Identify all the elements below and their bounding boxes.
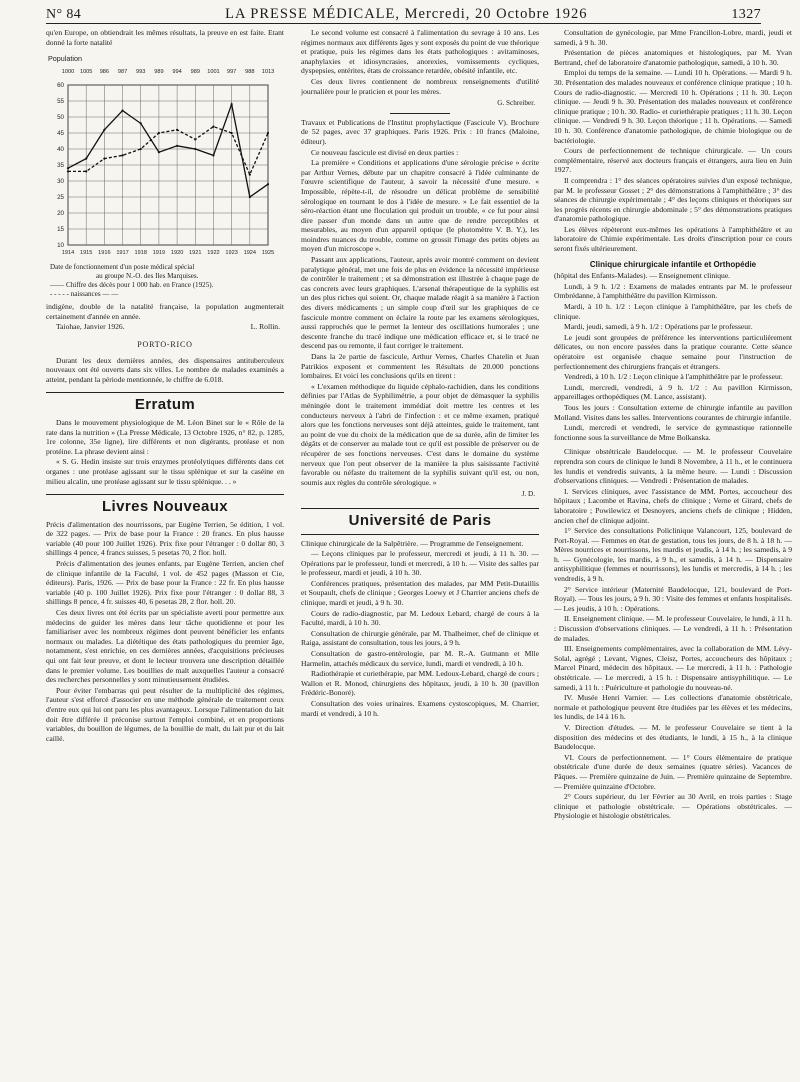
x-tick-label: 1921 bbox=[189, 250, 202, 257]
signature-name: L. Rollin. bbox=[250, 322, 280, 332]
population-label: 989 bbox=[190, 69, 200, 76]
salpetriere-para-1: — Leçons cliniques par le professeur, mercredi et jeudi, à 11 h. 30. — Opérations par le professeur, lundi et mercredi, à 10 h. — Visite des salles par le professeur, mardi et jeudi, à 10 h. 30. bbox=[301, 549, 539, 578]
column-3 bbox=[554, 28, 792, 1078]
divider bbox=[301, 534, 539, 535]
x-tick-label: 1922 bbox=[207, 250, 220, 257]
infantile-title: Clinique chirurgicale infantile et Orthopédie bbox=[589, 259, 757, 269]
divider bbox=[46, 392, 284, 393]
obstetricale-para-6: III. Enseignements complémentaires, avec la collaboration de MM. Lévy-Solal, agrégé ; Levant, Vignes, Cleisz, Portes, accoucheurs des hôpitaux ; Marcel Pinard, médecin des hôpitaux. — Le mercredi, à 11 h. : Pathologie obstétricale. — Le mercredi, à 15 h. : Dispensaire antisyphilitique. — Le samedi, à 11 h. : Puériculture et pathologie du nouveau-né. bbox=[554, 644, 792, 692]
review-para-2: Ces deux livres contiennent de nombreux renseignements d'utilité journalière pour le praticien et pour les mères. bbox=[301, 76, 539, 96]
point-décès bbox=[67, 167, 69, 169]
livres-nouveaux-title: Livres Nouveaux bbox=[101, 498, 229, 516]
page-number: N° 84 bbox=[46, 7, 82, 22]
population-label: 997 bbox=[226, 69, 237, 76]
travaux-title-para: Travaux et Publications de l'Institut prophylactique (Fascicule V). Brochure de 52 pages, avec 37 graphiques. Paris 1926. Prix : 10 francs (Maloine, éditeur). bbox=[301, 117, 539, 146]
salpetriere-title: Clinique chirurgicale de la Salpêtrière. — Programme de l'enseignement. bbox=[301, 538, 524, 548]
population-label: 989 bbox=[154, 69, 164, 76]
erratum-title: Erratum bbox=[134, 396, 196, 414]
infantile-para-4: Le jeudi sont groupées de préférence les interventions particulièrement délicates, ou non encore passées dans la pratique courante. Cette séance opératoire est organisée chaque semaine pour l'instruction de perfectionnement des chirurgiens français et étrangers. bbox=[554, 332, 792, 371]
point-naissances bbox=[267, 132, 269, 134]
column-1 bbox=[46, 28, 284, 1078]
chart-legend bbox=[46, 263, 284, 299]
salpetriere-para-2: Conférences pratiques, présentation des malades, par MM Petit-Dutaillis et Soupault, chefs de clinique ; Georges Loewy et J Charrier anciens chefs de clinique, mardi et jeudi, à 9 h. 30. bbox=[301, 578, 539, 608]
salpetriere-para-5: Consultation de gastro-entérologie, par M. R.-A. Gutmann et Mlle Harmelin, attachés médicaux du service, lundi, mardi et vendredi, à 10 h. bbox=[301, 649, 539, 668]
infantile-para-3: Mardi, jeudi, samedi, à 9 h. 1/2 : Opérations par le professeur. bbox=[564, 322, 753, 332]
y-tick-label: 55 bbox=[57, 98, 64, 106]
livres-para-1: Précis d'alimentation des nourrissons, par Eugène Terrien, 5e édition, 1 vol. de 322 pages. — Prix de base pour la France : 20 francs. En plus hausse variable (40 pour 100 Juillet 1926). Prix fixe pour l'étranger : 0 dollar 80, 3 shillings 4 pence, 4 francs suisses, 5 pesetas 70, 2 flor. holl. bbox=[46, 519, 284, 558]
y-tick-label: 45 bbox=[57, 130, 64, 138]
x-tick-label: 1916 bbox=[98, 250, 111, 257]
y-tick-label: 30 bbox=[57, 178, 64, 186]
livres-para-3: Ces deux livres ont été écrits par un spécialiste averti pour permettre aux médecins de guider les mères dans leur tâche quotidienne et pour les familiariser avec les nombreux régimes dont peuvent bénéficier les enfants normaux ou malades. La diététique des états pathologiques du premier âge, notamment, s'est enrichie, en ces dernières années, d'acquisitions précieuses qui ont fait leur preuve, et dont le lecteur trouvera une description détaillée dans le premier volume. Les bouillies de malt auxquelles l'auteur a consacré des recherches personnelles y sont minutieusement étudiées. bbox=[46, 608, 284, 685]
point-naissances bbox=[85, 170, 87, 172]
point-naissances bbox=[158, 132, 160, 134]
obstetricale-para-5: II. Enseignement clinique. — M. le professeur Couvelaire, le lundi, à 11 h. : Discussion d'observations cliniques. — Le vendredi, à 11 h. : Présentation de malades. bbox=[554, 614, 792, 643]
obstetricale-para-8: V. Direction d'études. — M. le professeur Couvelaire se tient à la disposition des médecins et des étudiants, le lundi, à 15 h., à la clinique Baudelocque. bbox=[554, 722, 792, 752]
x-tick-label: 1917 bbox=[116, 250, 129, 257]
legend-line-1: Date de fonctionnement d'un poste médical spécial bbox=[50, 263, 195, 272]
infantile-para-2: Mardi, à 10 h. 1/2 : Leçon clinique à l'amphithéâtre, par les chefs de clinique. bbox=[554, 302, 792, 321]
signature-jd: J. D. bbox=[521, 490, 535, 499]
col3-para-1: Consultation de gynécologie, par Mme Francillon-Lobre, mardi, jeudi et samedi, à 9 h. 30. bbox=[554, 28, 792, 47]
travaux-para-4: Passant aux applications, l'auteur, après avoir montré comment on devient paralytique général, met une fois de plus en évidence la nécessité impérieuse de contrôler le traitement ; et sa démonstration est illustrée à chaque page de cas concrets avec leurs graphiques. L'arsenal thérapeutique de la syphilis est un des plus riches qui soient. Or, chaque malade réagit à sa manière à l'action des divers médicaments ; un simple coup d'œil sur les graphiques de ce fascicule montre comment on éclaire la route par les examens sérologiques, aussi rapprochés que le permet la lenteur des oscillations humorales ; une descente franche du tracé indique une médication efficace et, si le tracé ne descend pas ou remonte, il faut corriger le traitement. bbox=[301, 255, 539, 351]
travaux-para-6: « L'examen méthodique du liquide céphalo-rachidien, dans les conditions définies par l'Atlas de Syphilimétrie, a pour objet de démasquer la syphilis méningée dont le traitement immédiat doit mettre les centres et les conducteurs nerveux à l'abri de l'infection : et ce même examen, pratiqué alors que les fonctions nerveuses sont déjà atteintes, guide le traitement, tant au point de vue du choix de la médication que de sa durée, afin de limiter les dégâts et de conserver au malade tout ce qu'il est possible de préserver ou de récupérer de ses fonctions nerveuses. C'est dans le domaine du système nerveux que l'on peut observer de la manière la plus saisissante l'activité favorable ou néfaste du traitement de la syphilis suivant qu'il est, ou non, soumis aux règles du contrôle sérologique. » bbox=[301, 381, 539, 487]
y-tick-label: 10 bbox=[57, 242, 64, 250]
obstetricale-para-7: IV. Musée Henri Varnier. — Les collections d'anatomie obstétricale, normale et pathologique peuvent être étudiées par les élèves et les médecins, les lundis, de 14 à 16 h. bbox=[554, 693, 792, 722]
point-décès bbox=[140, 122, 142, 124]
legend-line-2: au groupe N.-O. des Iles Marquises. bbox=[96, 272, 199, 281]
point-naissances bbox=[194, 138, 196, 140]
point-décès bbox=[85, 158, 87, 160]
y-tick-label: 40 bbox=[57, 146, 64, 154]
divider bbox=[46, 494, 284, 495]
porto-rico-title: PORTO-RICO bbox=[137, 339, 193, 349]
obstetricale-para-10: 2° Cours supérieur, du 1er Février au 30 Avril, en trois parties : Stage clinique et pathologie obstétricale. — Opérations obstétricales. — Physiologie et histologie obstétricales. bbox=[554, 792, 792, 821]
population-label: 986 bbox=[99, 69, 110, 76]
livres-para-2: Précis d'alimentation des jeunes enfants, par Eugène Terrien, ancien chef de clinique infantile de la Faculté, 1 vol. de 452 pages (Masson et Cie, éditeurs). Paris, 1926. — Prix de base pour la France : 22 fr. En plus hausse variable (40 p. 100 Juillet 1926). Prix fixe pour l'étranger : 0 dollar 88, 3 shillings 8 pence, 4 fr. suisses 40, 6 pesetas 28, 2 flor. holl. 20. bbox=[46, 559, 284, 607]
divider bbox=[390, 113, 450, 114]
x-tick-label: 1914 bbox=[61, 250, 75, 257]
population-label: 1000 bbox=[61, 69, 75, 76]
point-décès bbox=[176, 145, 178, 147]
x-tick-label: 1920 bbox=[170, 250, 184, 257]
population-label: 988 bbox=[245, 69, 255, 76]
x-tick-label: 1924 bbox=[243, 250, 257, 257]
population-chart bbox=[46, 51, 284, 299]
obstetricale-para-3: 1° Service des consultations Policlinique Valancourt, 125, boulevard de Port-Royal. — Femmes en état de gestation, tous les jours, de 8 h. à 18 h. — Mères nourrices et nourrissons, les mardis et jeudis, à 14 h. ; les samedis, à 9 h. — Gynécologie, les mardis, à 9 h., et samedis, à 14 h. — Dispensaire antisyphilitique (femmes et nourrissons), les lundis et mercredis, à 14 h. ; les vendredis, à 9 h. bbox=[554, 526, 792, 584]
point-décès bbox=[103, 129, 105, 131]
x-tick-label: 1923 bbox=[225, 250, 238, 257]
x-tick-label: 1918 bbox=[134, 250, 147, 257]
point-naissances bbox=[249, 174, 251, 176]
divider bbox=[301, 508, 539, 509]
col3-para-6: Les élèves répèteront eux-mêmes les opérations à l'amphithéâtre et au laboratoire de Chimie expérimentale. Les droits d'inscription pour ce cours seront fixés ultérieurement. bbox=[554, 224, 792, 254]
chart-svg bbox=[46, 51, 284, 261]
y-tick-label: 25 bbox=[57, 194, 64, 202]
folio: 1327 bbox=[731, 7, 761, 22]
travaux-para-3: La première « Conditions et applications d'une sérologie précise » écrite par Arthur Vernes, débute par un chapitre consacré à l'idée culminante de l'œuvre scientifique de l'auteur, à savoir la nécessité d'une mesure. « Impossible, répète-t-il, de résoudre un délicat problème de sensibilité sérologique en tournant le dos à l'idée de mesure. » Le fait essentiel de la séro-réaction étant une floculation qui produit un trouble, « ce fut pour ainsi dire passer d'un monde dans un autre que de rendre perceptibles et mesurables, au moyen d'un appareil optique (le photomètre V. B. Y.), les moindres nuances du trouble, comme on grossit l'image des petits objets au moyen d'un microscope ». bbox=[301, 158, 539, 254]
col3-para-5: Il comprendra : 1° des séances opératoires suivies d'un exposé technique, par M. le professeur Gosset ; 2° des démonstrations à l'amphithéâtre ; 3° des séances de chirurgie expérimentale ; 4° des leçons cliniques et théoriques sur les progrès récents en chirurgie abdominale ; 5° des démonstrations pratiques d'anatomie pathologique. bbox=[554, 175, 792, 224]
population-label: 1005 bbox=[79, 69, 93, 76]
salpetriere-para-7: Consultation des voies urinaires. Examens cystoscopiques, M. Charrier, mardi et vendredi, à 10 h. bbox=[301, 699, 539, 718]
point-décès bbox=[121, 110, 123, 112]
point-décès bbox=[249, 196, 251, 198]
infantile-para-6: Lundi, mercredi, vendredi, à 9 h. 1/2 : Au pavillon Kirmisson, appareillages orthopédiques (M. Lance, assistant). bbox=[554, 382, 792, 402]
point-décès bbox=[231, 103, 233, 105]
point-décès bbox=[158, 151, 160, 153]
col3-para-3: Emploi du temps de la semaine. — Lundi 10 h. Opérations. — Mardi 9 h. 30. Présentation des malades nouveaux et conférence clinique pratique ; 10 h. Cours de radio-diagnostic. — Mercredi 10 h. Opérations ; 11 h. 30. Leçon clinique. — Jeudi 9 h. 30. Présentation des malades nouveaux et conférence clinique pratique ; 10 h. 30. Radio- et curiethérapie pratiques ; 11 h. 30. Leçon clinique. — Vendredi 9 h. 30. Leçon théorique ; 11 h. Opérations. — Samedi 10 h. 30. Conférence d'anatomie pathologique, de chimie biologique ou de bactériologie. bbox=[554, 68, 792, 145]
chart-title: Population bbox=[48, 54, 82, 64]
salpetriere-para-3: Cours de radio-diagnostic, par M. Ledoux Lebard, chargé de cours à la Faculté, mardi, à 10 h. 30. bbox=[301, 608, 539, 628]
infantile-para-1: Lundi, à 9 h. 1/2 : Examens de malades entrants par M. le professeur Ombrédanne, à l'amphithéâtre du pavillon Kirmisson. bbox=[554, 281, 792, 301]
population-label: 993 bbox=[136, 69, 146, 76]
infantile-para-5: Vendredi, à 10 h. 1/2 : Leçon clinique à l'amphithéâtre par le professeur. bbox=[564, 372, 783, 382]
point-naissances bbox=[103, 158, 105, 160]
point-naissances bbox=[231, 132, 233, 134]
review-para-1: Le second volume est consacré à l'alimentation du sevrage à 10 ans. Les régimes normaux aux différents âges y sont exposés du point de vue théorique et pratique, puis les régimes dans les états pathologiques : avitaminoses, anaphylaxies et idiosyncrasies, anorexies, vomissements cycliques, dyspepsies, entérites, états de croissance retardée, obésité infantile, etc. bbox=[301, 28, 539, 76]
travaux-para-5: Dans la 2e partie de fascicule, Arthur Vernes, Charles Chatelin et Juan Patrikios exposent et commentent les Résultats de 20.000 ponctions lombaires. Et voici les conclusions qu'ils en tirent : bbox=[301, 352, 539, 381]
population-label: 1001 bbox=[207, 69, 220, 76]
point-décès bbox=[267, 183, 269, 185]
signature-schreiber: G. Schreiber. bbox=[497, 99, 535, 108]
population-label: 987 bbox=[117, 69, 128, 76]
publication-title: LA PRESSE MÉDICALE, Mercredi, 20 Octobre 1926 bbox=[225, 6, 588, 22]
travaux-para-2: Ce nouveau fascicule est divisé en deux parties : bbox=[311, 147, 459, 157]
y-tick-label: 50 bbox=[57, 114, 64, 122]
obstetricale-para-2: I. Services cliniques, avec l'assistance de MM. Portes, accoucheur des hôpitaux ; Lacombe et Ravina, chefs de clinique ; Verne et Girard, chefs de laboratoire ; Powilewicz et Desnoyers, anciens chefs de clinique ; Hidden, ancien chef de clinique adjoint. bbox=[554, 486, 792, 525]
col3-para-2: Présentation de pièces anatomiques et histologiques, par M. Yvan Bertrand, chef de laboratoire d'anatomie pathologique, samedi, à 10 h. 30. bbox=[554, 48, 792, 67]
y-tick-label: 60 bbox=[57, 82, 64, 90]
porto-rico-text: Durant les deux dernières années, des dispensaires antituberculeux nouveaux ont été ouverts dans six villes. Le nombre de malades examinés a atteint, pendant la période mentionnée, le chiffre de 6.018. bbox=[46, 355, 284, 384]
point-décès bbox=[212, 154, 214, 156]
x-tick-label: 1919 bbox=[152, 250, 166, 257]
x-tick-label: 1925 bbox=[261, 250, 275, 257]
point-décès bbox=[194, 148, 196, 150]
legend-births: - - - - - naissances — — bbox=[50, 290, 119, 299]
legend-deaths: —— Chiffre des décès pour 1 000 hab. en France (1925). bbox=[50, 281, 214, 290]
point-naissances bbox=[176, 129, 178, 131]
y-tick-label: 20 bbox=[57, 210, 64, 218]
obstetricale-para-1: Clinique obstétricale Baudelocque. — M. le professeur Couvelaire reprendra son cours de clinique le lundi 8 Novembre, à 11 h., et le continuera les lundis et vendredis suivants, à la même heure. — Lundi : Discussion d'observations cliniques. — Vendredi : Présentation de malades. bbox=[554, 447, 792, 486]
obstetricale-para-9: VI. Cours de perfectionnement. — 1° Cours élémentaire de pratique obstétricale d'une durée de deux semaines (quatre séries). Vacances de Pâques. — Première quinzaine de Juin. — Première quinzaine de Septembre. — Première quinzaine d'Octobre. bbox=[554, 752, 792, 791]
erratum-para-1: Dans le mouvement physiologique de M. Léon Binet sur le « Rôle de la rate dans la nutrition » (La Presse Médicale, 13 Octobre 1926, n° 82, p. 1285, 1re colonne, 35e ligne), lire différents et non digérants, protéase et non protéine. La phrase devient ainsi : bbox=[46, 417, 284, 456]
infantile-sub: (hôpital des Enfants-Malades). — Enseignement clinique. bbox=[554, 271, 731, 281]
point-naissances bbox=[121, 154, 123, 156]
infantile-para-7: Tous les jours : Consultation externe de chirurgie infantile au pavillon Molland. Visites dans les salles. Interventions courantes de chirurgie infantile. bbox=[554, 402, 792, 422]
x-tick-label: 1915 bbox=[79, 250, 93, 257]
universite-title: Université de Paris bbox=[348, 511, 492, 529]
after-chart-text: indigène, double de la natalité française, la population augmenterait certainement d'année en année. bbox=[46, 302, 284, 321]
point-naissances bbox=[67, 170, 69, 172]
signature-place: Taiohae, Janvier 1926. bbox=[56, 322, 125, 332]
intro-text: qu'en Europe, on obtiendrait les mêmes résultats, la preuve en est faite. Etant donné la forte natalité bbox=[46, 28, 284, 47]
population-label: 994 bbox=[172, 69, 182, 76]
point-naissances bbox=[212, 126, 214, 128]
salpetriere-para-6: Radiothérapie et curiethérapie, par MM. Ledoux-Lebard, chargé de cours ; Wallon et R. Monod, chirurgiens des hôpitaux, jeudi, à 10 h. 30 (pavillon Frédéric-Bonoré). bbox=[301, 669, 539, 698]
erratum-para-2: « S. G. Hedin insiste sur trois enzymes protéolytiques différents dans cet organes : une protéase agissant sur le tissu splénique et sur la caséine en milieu alcalin, une protéase agissant sur le tissu splénique. . . » bbox=[46, 457, 284, 486]
point-naissances bbox=[140, 148, 142, 150]
obstetricale-para-4: 2° Service intérieur (Maternité Baudelocque, 121, boulevard de Port-Royal). — Tous les jours, à 9 h. 30 : Visite des femmes et enfants hospitalisés. — Les jeudis, à 10 h. : Opérations. bbox=[554, 584, 792, 613]
y-tick-label: 35 bbox=[57, 162, 64, 170]
infantile-para-8: Lundi, mercredi et vendredi, le service de gymnastique rationnelle fonctionne sous la surveillance de Mme Bolkanska. bbox=[554, 423, 792, 442]
column-2 bbox=[301, 28, 539, 1078]
livres-para-4: Pour éviter l'embarras qui peut résulter de la multiplicité des régimes, l'auteur s'est efforcé d'associer en une méthode générale de traitement ceux d'entre eux qui lui ont paru les plus avantageux. Lorsque l'alimentation du lait doit être différée il préconise surtout l'emploi combiné, et en proportions variables, du bouillon de légumes, de la bouillie de malt, du lait pur et du lait caillé. bbox=[46, 685, 284, 743]
col3-para-4: Cours de perfectionnement de technique chirurgicale. — Un cours complémentaire, réservé aux docteurs français et étrangers, aura lieu en Juin 1927. bbox=[554, 146, 792, 175]
page-header bbox=[46, 3, 761, 24]
series-line-décès bbox=[68, 104, 268, 197]
population-label: 1013 bbox=[261, 69, 275, 76]
signature-row bbox=[56, 322, 280, 332]
salpetriere-para-4: Consultation de chirurgie générale, par M. Thalheimer, chef de clinique et Raiga, assistant de consultation, tous les jours, à 9 h. bbox=[301, 628, 539, 648]
y-tick-label: 15 bbox=[57, 226, 64, 234]
